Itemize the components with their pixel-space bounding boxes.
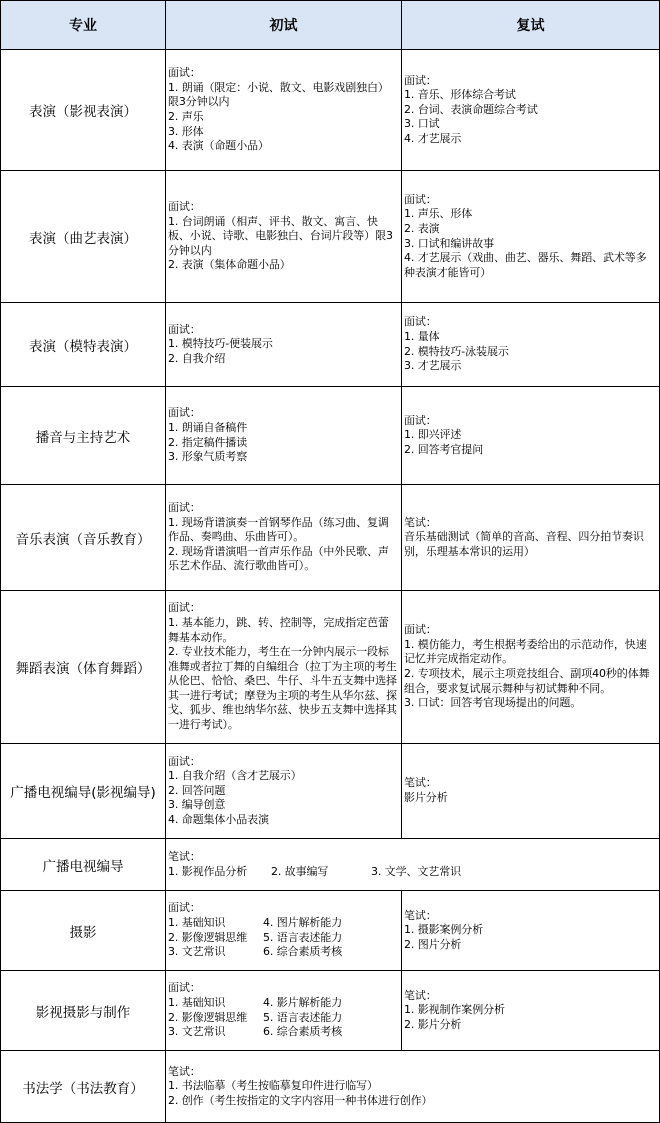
exam-item: 6. 综合素质考核 (263, 1025, 343, 1039)
exam-item: 3. 文艺常识 (168, 945, 226, 959)
table-row (1, 839, 660, 891)
retest-cell: 面试： 1. 量体 2. 模特技巧-泳装展示 3. 才艺展示 (402, 303, 660, 387)
header-initial-exam: 初试 (166, 1, 402, 50)
major-cell: 表演（模特表演） (1, 303, 166, 387)
exam-item: 4. 影片解析能力 (263, 995, 343, 1009)
merged-exam-cell (166, 839, 660, 891)
exam-item: 4. 图片解析能力 (263, 915, 343, 929)
merged-exam-item: 3. 文学、文艺常识 (371, 864, 461, 878)
table-row (1, 1051, 660, 1123)
header-retest: 复试 (402, 1, 660, 50)
retest-cell: 面试： 1. 即兴评述 2. 回答考官提问 (402, 387, 660, 485)
initial-exam-items (168, 996, 399, 1040)
major-cell: 表演（曲艺表演） (1, 171, 166, 303)
initial-exam-cell: 面试： 1. 模特技巧-便装展示 2. 自我介绍 (166, 303, 402, 387)
major-cell: 书法学（书法教育） (1, 1051, 166, 1123)
table-row (1, 591, 660, 744)
table-row (1, 891, 660, 971)
initial-exam-cell: 面试： 1. 现场背谱演奏一首钢琴作品（练习曲、复调作品、奏鸣曲、乐曲皆可）。 2. 现场背谱演唱一首声乐作品（中外民歌、声乐艺术作品、流行歌曲皆可）。 (166, 485, 402, 591)
major-cell: 表演（影视表演） (1, 50, 166, 171)
merged-exam-cell: 笔试： 1. 书法临摹（考生按临摹复印件进行临写） 2. 创作（考生按指定的文字内容用一种书体进行创作） (166, 1051, 660, 1123)
retest-cell: 面试： 1. 音乐、形体综合考试 2. 台词、表演命题综合考试 3. 口试 4. 才艺展示 (402, 50, 660, 171)
exam-item: 2. 影像逻辑思维 (168, 1010, 248, 1024)
exam-item: 6. 综合素质考核 (263, 945, 343, 959)
exam-item: 3. 文艺常识 (168, 1025, 226, 1039)
initial-exam-cell (166, 971, 402, 1051)
exam-item: 2. 影像逻辑思维 (168, 930, 248, 944)
major-cell: 广播电视编导(影视编导) (1, 744, 166, 839)
exam-item: 1. 基础知识 (168, 915, 226, 929)
major-cell: 播音与主持艺术 (1, 387, 166, 485)
merged-exam-item: 1. 影视作品分析 (168, 864, 248, 878)
major-cell: 舞蹈表演（体育舞蹈） (1, 591, 166, 744)
initial-exam-cell: 面试： 1. 朗诵自备稿件 2. 指定稿件播读 3. 形象气质考察 (166, 387, 402, 485)
exam-item: 5. 语言表述能力 (263, 930, 343, 944)
major-cell: 摄影 (1, 891, 166, 971)
exam-item: 1. 基础知识 (168, 995, 226, 1009)
table-row (1, 971, 660, 1051)
table-row (1, 50, 660, 171)
table-row (1, 303, 660, 387)
retest-cell: 面试： 1. 声乐、形体 2. 表演 3. 口试和编讲故事 4. 才艺展示（戏曲、曲艺、器乐、舞蹈、武术等多种表演才能皆可） (402, 171, 660, 303)
initial-exam-cell (166, 891, 402, 971)
major-cell: 音乐表演（音乐教育） (1, 485, 166, 591)
table-row (1, 744, 660, 839)
initial-exam-cell: 面试： 1. 基本能力，跳、转、控制等，完成指定芭蕾舞基本动作。 2. 专业技术能力，考生在一分钟内展示一段标准舞或者拉丁舞的自编组合（拉丁为主项的考生从伦巴、恰恰、桑巴、牛仔、斗牛五支舞中选择其一进行考试；摩登为主项的考生从华尔兹、探戈、狐步、维也纳华尔兹、快步五支舞中选择其一进行考试）。 (166, 591, 402, 744)
header-row (1, 1, 660, 50)
exam-item: 5. 语言表述能力 (263, 1010, 343, 1024)
retest-cell: 笔试： 1. 摄影案例分析 2. 图片分析 (402, 891, 660, 971)
initial-exam-title: 面试： (168, 981, 201, 995)
major-cell: 影视摄影与制作 (1, 971, 166, 1051)
initial-exam-cell: 面试： 1. 自我介绍（含才艺展示） 2. 回答问题 3. 编导创意 4. 命题集体小品表演 (166, 744, 402, 839)
retest-cell: 笔试： 影片分析 (402, 744, 660, 839)
table-row (1, 485, 660, 591)
initial-exam-cell: 面试： 1. 朗诵（限定：小说、散文、电影戏剧独白）限3分钟以内 2. 声乐 3. 形体 4. 表演（命题小品） (166, 50, 402, 171)
table-row (1, 171, 660, 303)
initial-exam-items (168, 916, 399, 960)
merged-exam-item: 2. 故事编写 (271, 864, 329, 878)
merged-exam-title: 笔试： (168, 849, 201, 863)
retest-cell: 笔试： 音乐基础测试（简单的音高、音程、四分拍节奏识别，乐理基本常识的运用） (402, 485, 660, 591)
header-major: 专业 (1, 1, 166, 50)
initial-exam-title: 面试： (168, 901, 201, 915)
retest-cell: 笔试： 1. 影视制作案例分析 2. 影片分析 (402, 971, 660, 1051)
major-cell: 广播电视编导 (1, 839, 166, 891)
retest-cell: 面试： 1. 模仿能力，考生根据考委给出的示范动作，快速记忆并完成指定动作。 2. 专项技术，展示主项竞技组合、副项40秒的体舞组合，要求复试展示舞种与初试舞种不同。 3. 口试：回答考官现场提出的问题。 (402, 591, 660, 744)
table-row (1, 387, 660, 485)
initial-exam-cell: 面试： 1. 台词朗诵（相声、评书、散文、寓言、快板、小说、诗歌、电影独白、台词片段等）限3分钟以内 2. 表演（集体命题小品） (166, 171, 402, 303)
